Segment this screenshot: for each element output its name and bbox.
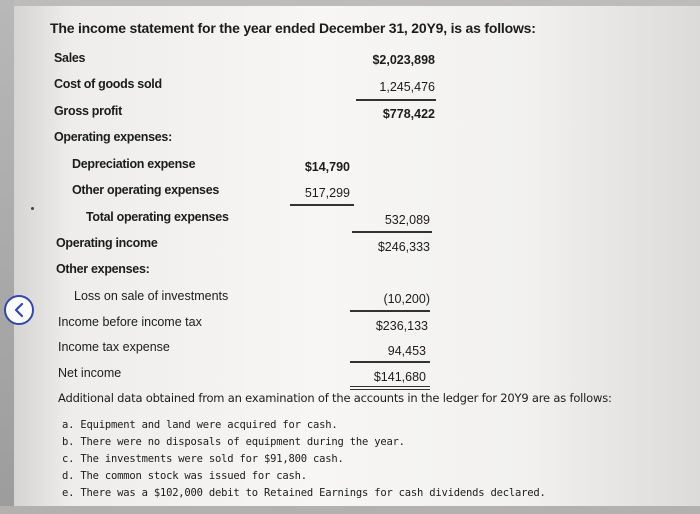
sales-label: Sales [54,51,86,65]
income-tax-value: 94,453 [387,344,426,358]
note-e: e. There was a $102,000 debit to Retained Earnings for cash dividends declared. [62,487,546,499]
note-d: d. The common stock was issued for cash. [62,470,307,482]
page-title: The income statement for the year ended December 31, 20Y9, is as follows: [50,20,536,36]
left-edge [0,0,14,514]
note-c: c. The investments were sold for $91,800 cash. [62,453,344,465]
top-edge [0,0,700,6]
other-expenses-heading: Other expenses: [56,262,150,276]
sales-value: $2,023,898 [372,53,435,67]
other-operating-label: Other operating expenses [72,183,220,197]
total-operating-label: Total operating expenses [86,210,229,224]
loss-on-sale-value: (10,200) [383,292,430,306]
income-tax-underline [350,361,430,363]
other-operating-underline [290,204,354,206]
loss-on-sale-underline [350,310,430,312]
back-button[interactable] [4,295,34,325]
operating-income-label: Operating income [56,236,158,250]
note-b: b. There were no disposals of equipment during the year. [62,436,405,448]
cogs-underline [356,99,436,101]
net-income-label: Net income [58,366,122,380]
chevron-left-icon [12,302,26,318]
stray-mark [31,207,34,210]
net-income-value: $141,680 [373,370,426,384]
additional-data-intro: Additional data obtained from an examination of the accounts in the ledger for 20Y9 are as follows: [58,391,612,405]
income-before-tax-value: $236,133 [375,319,428,333]
depreciation-label: Depreciation expense [72,157,196,171]
loss-on-sale-label: Loss on sale of investments [74,289,229,303]
income-before-tax-label: Income before income tax [58,315,202,329]
operating-income-value: $246,333 [377,240,430,254]
net-income-double-underline [350,386,430,390]
depreciation-value: $14,790 [304,160,350,174]
bottom-edge [0,506,700,514]
gross-profit-label: Gross profit [54,104,122,118]
note-a: a. Equipment and land were acquired for cash. [62,419,338,431]
total-operating-underline [352,231,432,233]
income-tax-label: Income tax expense [58,340,170,354]
gross-profit-value: $778,422 [382,107,435,121]
other-operating-value: 517,299 [304,186,350,200]
total-operating-value: 532,089 [384,213,430,227]
cogs-value: 1,245,476 [379,80,435,94]
operating-expenses-heading: Operating expenses: [54,130,172,144]
cogs-label: Cost of goods sold [54,77,162,91]
